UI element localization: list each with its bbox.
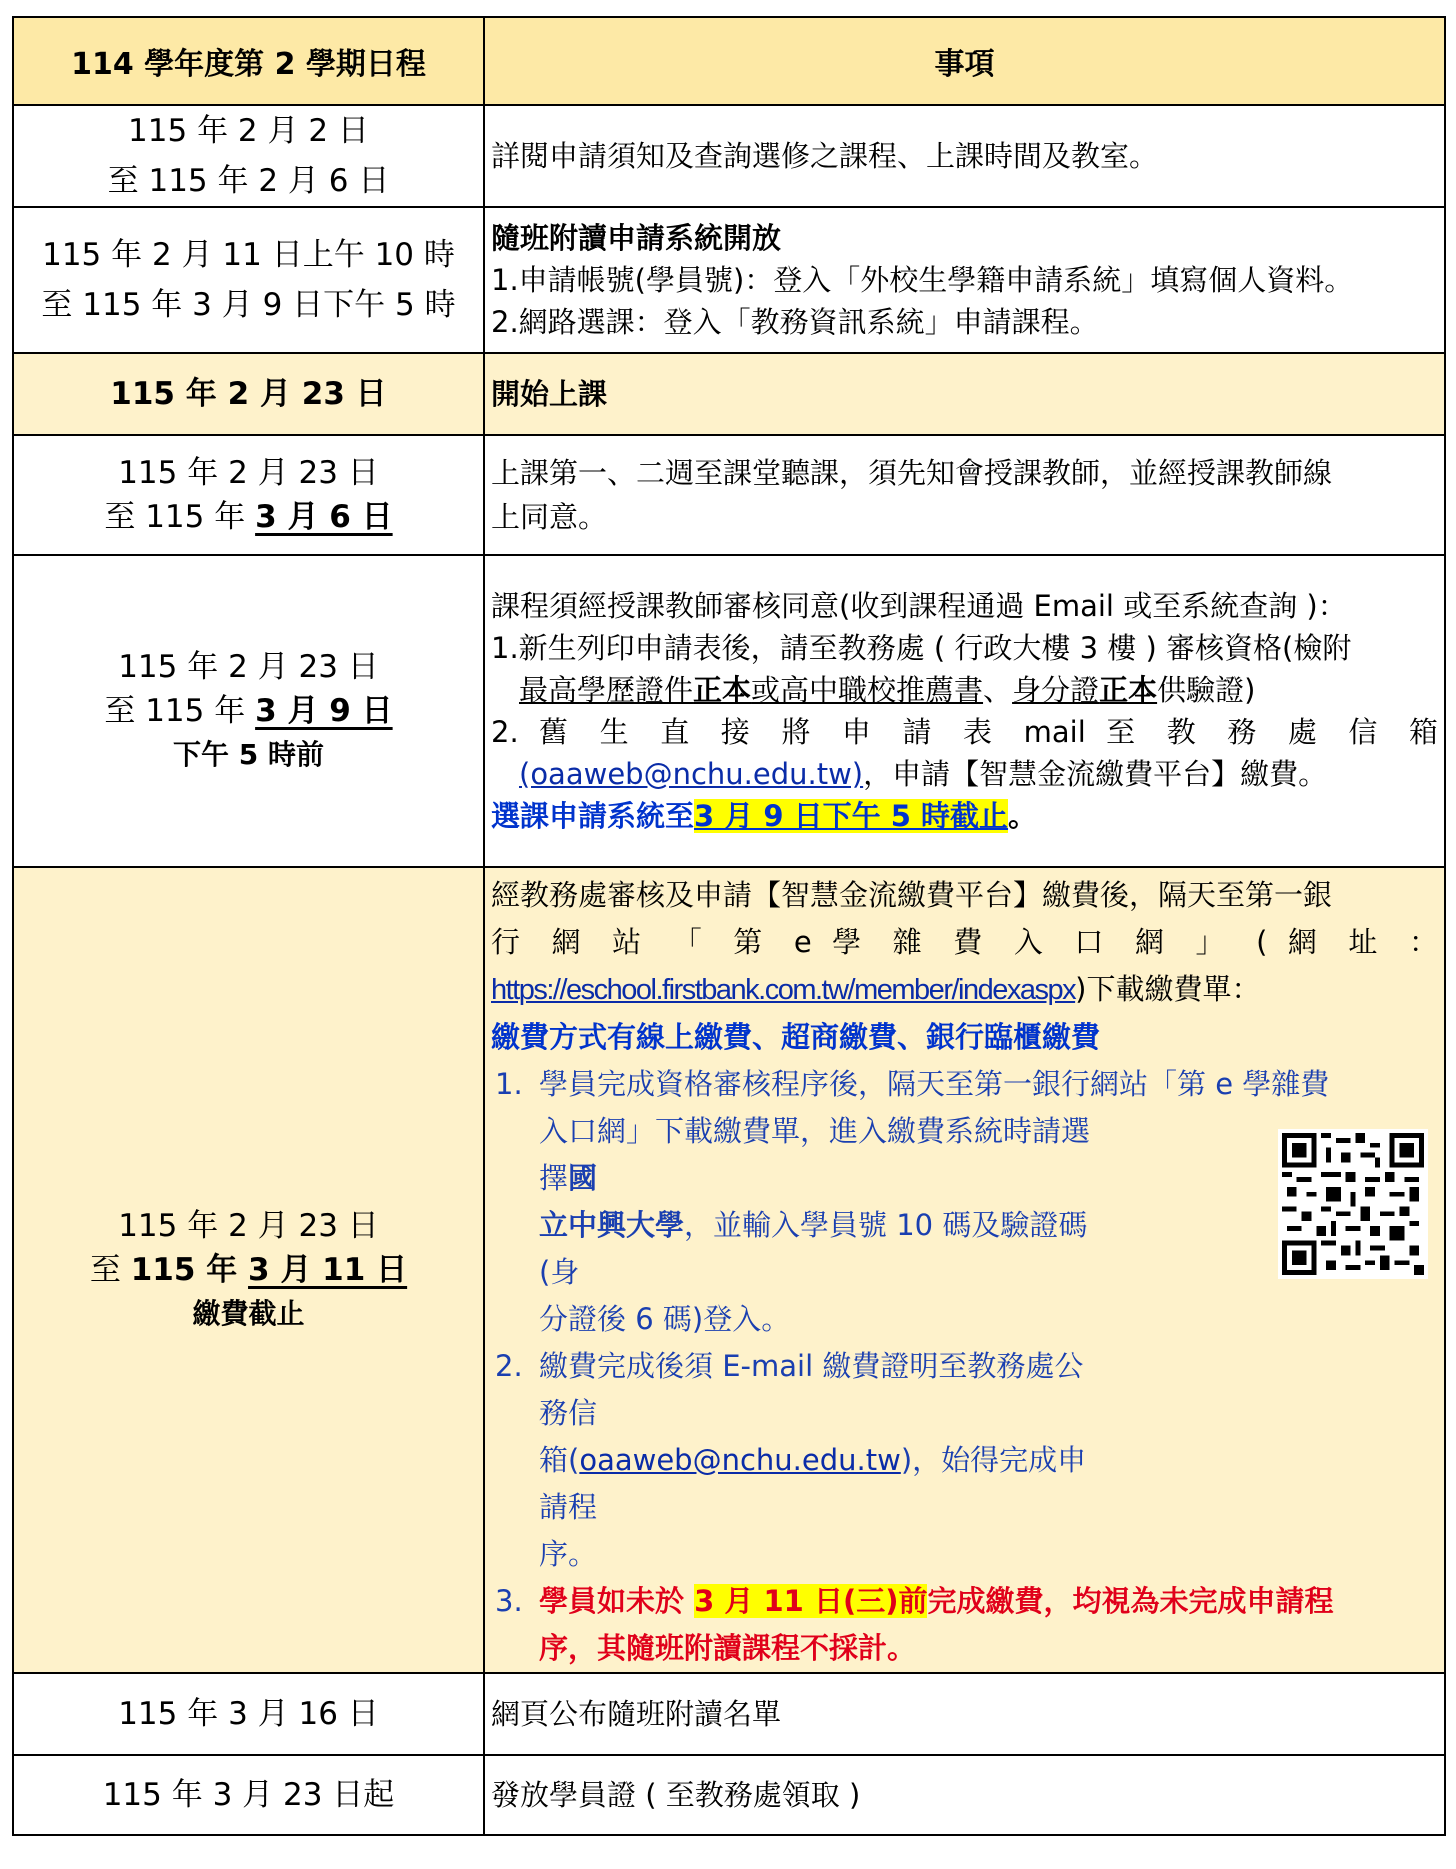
schedule-table (12, 16, 1446, 1836)
date-line: 115 年 2 月 23 日 (118, 455, 379, 491)
item-line: (oaaweb@nchu.edu.tw)，申請【智慧金流繳費平台】繳費。 (519, 757, 1328, 791)
item-line: 經教務處審核及申請【智慧金流繳費平台】繳費後，隔天至第一銀 (491, 878, 1333, 912)
payment-steps (491, 1061, 1438, 1672)
date-line: 115 年 2 月 23 日 (118, 649, 379, 685)
item-line: 2.網路選課：登入「教務資訊系統」申請課程。 (491, 305, 1099, 339)
header-date-column: 114 學年度第 2 學期日程 (13, 17, 484, 105)
item-cell (484, 353, 1445, 435)
date-emphasis: 3 月 9 日 (255, 693, 393, 729)
item-cell (484, 207, 1445, 353)
email-link[interactable]: oaaweb@nchu.edu.tw (579, 1443, 901, 1477)
payment-methods: 繳費方式有線上繳費、超商繳費、銀行臨櫃繳費 (491, 1020, 1101, 1054)
list-item: 1. 學員完成資格審核程序後，隔天至第一銀行網站「第 e 學雜費 入口網」下載繳費單，進入繳費系統時請選擇國 立中興大學，並輸入學員號 10 碼及驗證碼(身 分證後 6 碼)登入。 (495, 1067, 1330, 1336)
item-line: 上同意。 (491, 500, 608, 534)
date-text: 115 年 3 月 16 日 (118, 1696, 379, 1732)
date-cell (13, 867, 484, 1673)
item-line: 最高學歷證件正本或高中職校推薦書、身分證正本供驗證) (519, 673, 1256, 707)
date-emphasis: 3 月 11 日 (248, 1252, 408, 1288)
table-row (13, 105, 1445, 207)
email-link[interactable]: (oaaweb@nchu.edu.tw) (519, 757, 864, 791)
item-line: 上課第一、二週至課堂聽課，須先知會授課教師，並經授課教師線 (491, 456, 1333, 490)
item-cell (484, 555, 1445, 867)
date-cell (13, 1755, 484, 1835)
item-cell (484, 867, 1445, 1673)
list-item: 3. 學員如未於 3 月 11 日(三)前完成繳費，均視為未完成申請程 序，其隨班附讀課程不採計。 (495, 1584, 1334, 1665)
firstbank-link[interactable]: https://eschool.firstbank.com.tw/member/indexaspx (491, 974, 1076, 1006)
date-line: 下午 5 時前 (173, 738, 324, 771)
item-text: 開始上課 (491, 377, 608, 411)
table-row (13, 435, 1445, 555)
date-line: 115 年 2 月 11 日上午 10 時 (42, 237, 455, 273)
table-row (13, 555, 1445, 867)
date-cell (13, 435, 484, 555)
item-text: 發放學員證 ( 至教務處領取 ) (491, 1778, 861, 1812)
item-line: 1.新生列印申請表後，請至教務處 ( 行政大樓 3 樓 ) 審核資格(檢附 (491, 631, 1352, 665)
date-cell (13, 105, 484, 207)
item-line: 1.申請帳號(學員號)：登入「外校生學籍申請系統」填寫個人資料。 (491, 263, 1354, 297)
deadline-highlight: 3 月 9 日下午 5 時截止 (694, 799, 1009, 833)
date-line: 至 115 年 3 月 6 日 (104, 499, 393, 535)
deadline-highlight: 3 月 11 日(三)前 (694, 1584, 928, 1618)
date-text: 115 年 2 月 23 日 (110, 376, 387, 412)
deadline-note: 選課申請系統至3 月 9 日下午 5 時截止。 (491, 799, 1038, 833)
steps-list (491, 1061, 1438, 1672)
date-text: 115 年 3 月 23 日起 (102, 1777, 395, 1813)
table-row (13, 1673, 1445, 1755)
date-line: 至 115 年 3 月 9 日 (104, 693, 393, 729)
date-cell (13, 353, 484, 435)
date-emphasis: 3 月 6 日 (255, 499, 393, 535)
date-line: 至 115 年 2 月 6 日 (107, 163, 390, 199)
item-line: 課程須經授課教師審核同意(收到課程通過 Email 或至系統查詢 )： (491, 589, 1347, 623)
date-cell (13, 1673, 484, 1755)
item-line: https://eschool.firstbank.com.tw/member/indexaspx)下載繳費單： (491, 972, 1261, 1006)
date-cell (13, 555, 484, 867)
date-line: 115 年 2 月 23 日 (118, 1208, 379, 1244)
item-cell (484, 1673, 1445, 1755)
item-text: 詳閱申請須知及查詢選修之課程、上課時間及教室。 (491, 139, 1159, 173)
table-row (13, 867, 1445, 1673)
date-line: 115 年 2 月 2 日 (128, 113, 369, 149)
item-cell (484, 1755, 1445, 1835)
header-item-column: 事項 (484, 17, 1445, 105)
table-row (13, 207, 1445, 353)
item-line: 2. 舊 生 直 接 將 申 請 表 mail 至 教 務 處 信 箱 (491, 715, 1438, 749)
header-row (13, 17, 1445, 105)
item-cell (484, 105, 1445, 207)
item-line: 行 網 站 「 第 e 學 雜 費 入 口 網 」 ( 網 址 ： (491, 925, 1438, 959)
date-line: 繳費截止 (192, 1297, 305, 1330)
date-line: 至 115 年 3 月 9 日下午 5 時 (41, 287, 456, 323)
date-cell (13, 207, 484, 353)
date-line: 至 115 年 3 月 11 日 (89, 1252, 408, 1288)
item-cell (484, 435, 1445, 555)
table-row (13, 1755, 1445, 1835)
list-item: 2. 繳費完成後須 E-mail 繳費證明至教務處公務信 箱(oaaweb@nchu.edu.tw)，始得完成申請程 序。 (495, 1349, 1087, 1571)
table-row (13, 353, 1445, 435)
item-title: 隨班附讀申請系統開放 (491, 221, 782, 255)
item-text: 網頁公布隨班附讀名單 (491, 1697, 782, 1731)
